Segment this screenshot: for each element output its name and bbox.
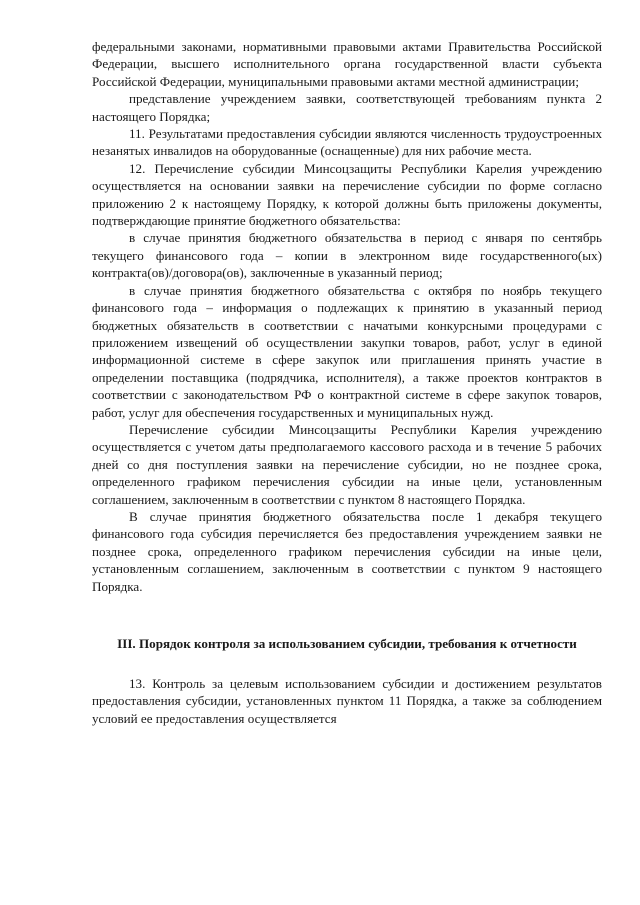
paragraph-item-11: 11. Результатами предоставления субсидии являются численность трудоустроенных незанятых инвалидов на оборудованные (оснащенные) для них рабочие места. [92, 126, 602, 159]
paragraph-january-september: в случае принятия бюджетного обязательства в период с января по сентябрь текущего финансового года – копии в электронном виде государственного(ых) контракта(ов)/договора(ов), заключенные в указанный период; [92, 230, 602, 281]
paragraph-after-december: В случае принятия бюджетного обязательства после 1 декабря текущего финансового года субсидия перечисляется без предоставления учреждением заявки не позднее срока, определенного графиком перечисления субсидии на иные цели, установленным соглашением, заключенным в соответствии с пунктом 9 настоящего Порядка. [92, 508, 602, 594]
paragraph-transfer-terms: Перечисление субсидии Минсоцзащиты Республики Карелия учреждению осуществляется с учетом даты предполагаемого кассового расхода и в течение 5 рабочих дней со дня поступления заявки на перечисление субсидии, но не позднее срока, определенного графиком перечисления субсидии на иные цели, установленным соглашением, заключенным в соответствии с пунктом 8 настоящего Порядка. [92, 421, 602, 507]
paragraph-item-13: 13. Контроль за целевым использованием субсидии и достижением результатов предоставления субсидии, установленных пунктом 11 Порядка, а также за соблюдением условий ее предоставления осуществляется [92, 676, 602, 726]
paragraph-application: представление учреждением заявки, соответствующей требованиям пункта 2 настоящего Порядка; [92, 91, 602, 124]
paragraph-continuation: федеральными законами, нормативными правовыми актами Правительства Российской Федерации, высшего исполнительного органа государственной власти субъекта Российской Федерации, муниципальными правовыми актами местной администрации; [92, 39, 602, 89]
paragraph-october-november: в случае принятия бюджетного обязательства с октября по ноябрь текущего финансового года – информация о подлежащих к принятию в указанный период бюджетных обязательств в соответствии с начатыми конкурсными процедурами с приложением извещений об осуществлении закупки товаров, работ, услуг в единой информационной системе в сфере закупок или приглашения принять участие в определении поставщика (подрядчика, исполнителя), а также проектов контрактов в соответствии с законодательством РФ о контрактной системе в сфере закупок товаров, работ, услуг для обеспечения государственных и муниципальных нужд. [92, 282, 602, 420]
paragraph-item-12: 12. Перечисление субсидии Минсоцзащиты Республики Карелия учреждению осуществляется на основании заявки на перечисление субсидии по форме согласно приложению 2 к настоящему Порядку, к которой должны быть приложены документы, подтверждающие принятие бюджетного обязательства: [92, 160, 602, 229]
section-heading: III. Порядок контроля за использованием субсидии, требования к отчетности [117, 636, 577, 651]
